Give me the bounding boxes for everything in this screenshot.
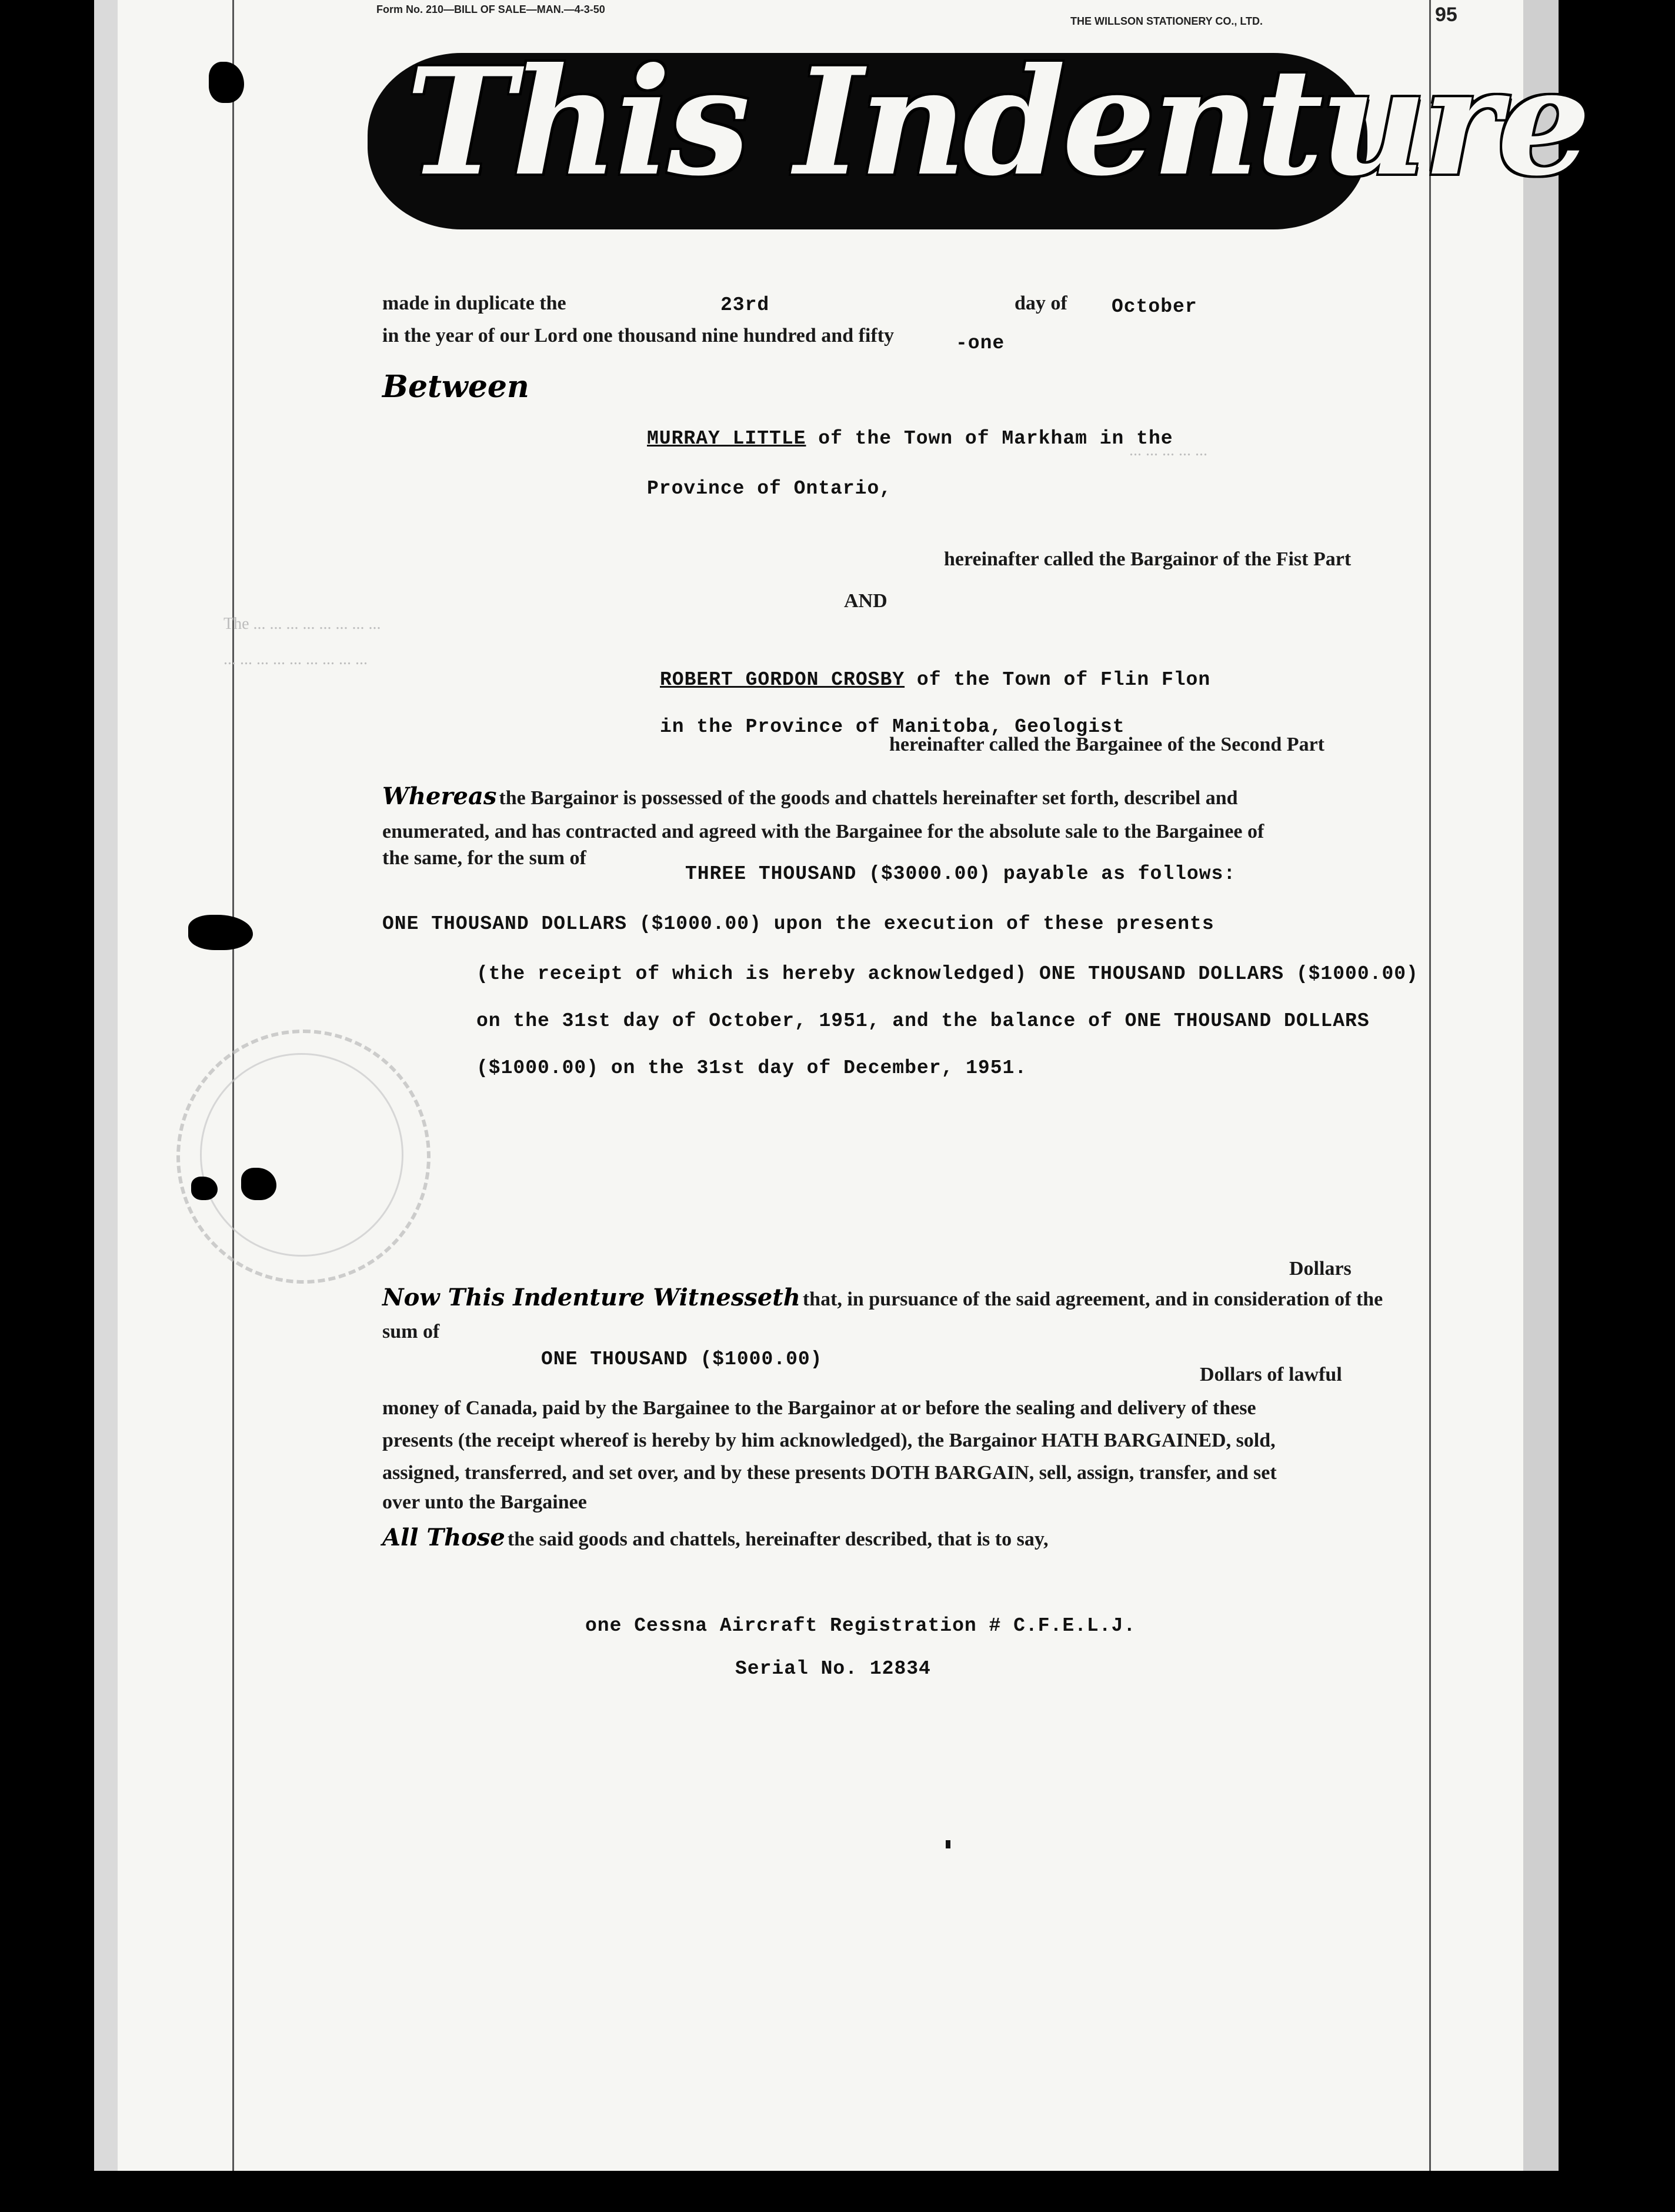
witnesseth-line5: assigned, transferred, and set over, and by these presents DOTH BARGAIN, sell, assign, transfer, and set [382,1462,1277,1484]
goods-line1: one Cessna Aircraft Registration # C.F.E.L.J. [585,1615,1136,1637]
payment-term-2: (the receipt of which is hereby acknowledged) ONE THOUSAND DOLLARS ($1000.00) [476,963,1419,985]
bleed-through-text: The ... ... ... ... ... ... ... ... [223,615,381,633]
party1-role: hereinafter called the Bargainor of the Fist Part [944,548,1352,570]
and-label: AND [844,590,887,612]
goods-line2: Serial No. 12834 [735,1658,931,1680]
witnesseth-lead: Now This Indenture Witnesseth [382,1284,800,1311]
whereas-sum: THREE THOUSAND ($3000.00) payable as follows: [685,863,1236,885]
party2-line1: ROBERT GORDON CROSBY of the Town of Flin Flon [660,669,1211,691]
page-right-edge [1523,0,1559,2171]
document-title: This Indenture [406,35,1587,208]
day-value: 23rd [720,294,770,316]
year-label: in the year of our Lord one thousand nine hundred and fifty [382,325,895,347]
all-those-lead: All Those [382,1524,505,1551]
payment-term-3: on the 31st day of October, 1951, and the balance of ONE THOUSAND DOLLARS [476,1010,1370,1032]
party1-name: MURRAY LITTLE [647,428,806,449]
corner-mark: 95 [1435,4,1457,26]
party2-line2: in the Province of Manitoba, Geologist [660,716,1125,738]
lawful-label: Dollars of lawful [1200,1364,1342,1385]
stationer-name: THE WILLSON STATIONERY CO., LTD. [1070,15,1263,27]
party1-line2: Province of Ontario, [647,478,892,499]
all-those-line: All Those the said goods and chattels, hereinafter described, that is to say, [382,1524,1049,1551]
year-value: -one [956,332,1005,354]
bleed-through-text: ... ... ... ... ... [1129,441,1207,459]
witnesseth-line6: over unto the Bargainee [382,1491,587,1513]
margin-rule-right [1429,0,1431,2171]
form-number: Form No. 210—BILL OF SALE—MAN.—4-3-50 [376,4,605,15]
whereas-lead: Whereas [382,782,497,810]
month-value: October [1112,296,1197,318]
seal-stamp-inner [200,1053,403,1257]
dollars-label: Dollars [1289,1258,1352,1280]
payment-term-4: ($1000.00) on the 31st day of December, 1951. [476,1057,1027,1079]
witnesseth-line4: presents (the receipt whereof is hereby by him acknowledged), the Bargainor HATH BARGAINED, sold, [382,1430,1276,1451]
whereas-line2: enumerated, and has contracted and agreed with the Bargainee for the absolute sale to the Bargainee of [382,821,1264,842]
party1-line1: MURRAY LITTLE of the Town of Markham in the [647,428,1173,449]
ink-mark [946,1840,950,1848]
witnesseth-sum: ONE THOUSAND ($1000.00) [541,1348,823,1370]
punch-hole [191,1177,218,1200]
witnesseth-line2: sum of [382,1321,440,1342]
page-left-edge [94,0,118,2171]
between-heading: Between [382,369,529,405]
party2-name: ROBERT GORDON CROSBY [660,669,905,691]
made-label: made in duplicate the [382,292,566,314]
bleed-through-text: ... ... ... ... ... ... ... ... ... [223,650,368,668]
witnesseth-line3: money of Canada, paid by the Bargainee to the Bargainor at or before the sealing and delivery of these [382,1397,1256,1419]
payment-term-1: ONE THOUSAND DOLLARS ($1000.00) upon the execution of these presents [382,913,1214,935]
witnesseth-line1: Now This Indenture Witnesseth that, in pursuance of the said agreement, and in consideration of the [382,1284,1383,1311]
whereas-line1: Whereas the Bargainor is possessed of the goods and chattels hereinafter set forth, describel and [382,782,1238,810]
whereas-line3: the same, for the sum of [382,847,586,869]
party2-role: hereinafter called the Bargainee of the Second Part [889,734,1324,755]
day-of-label: day of [1015,292,1067,314]
